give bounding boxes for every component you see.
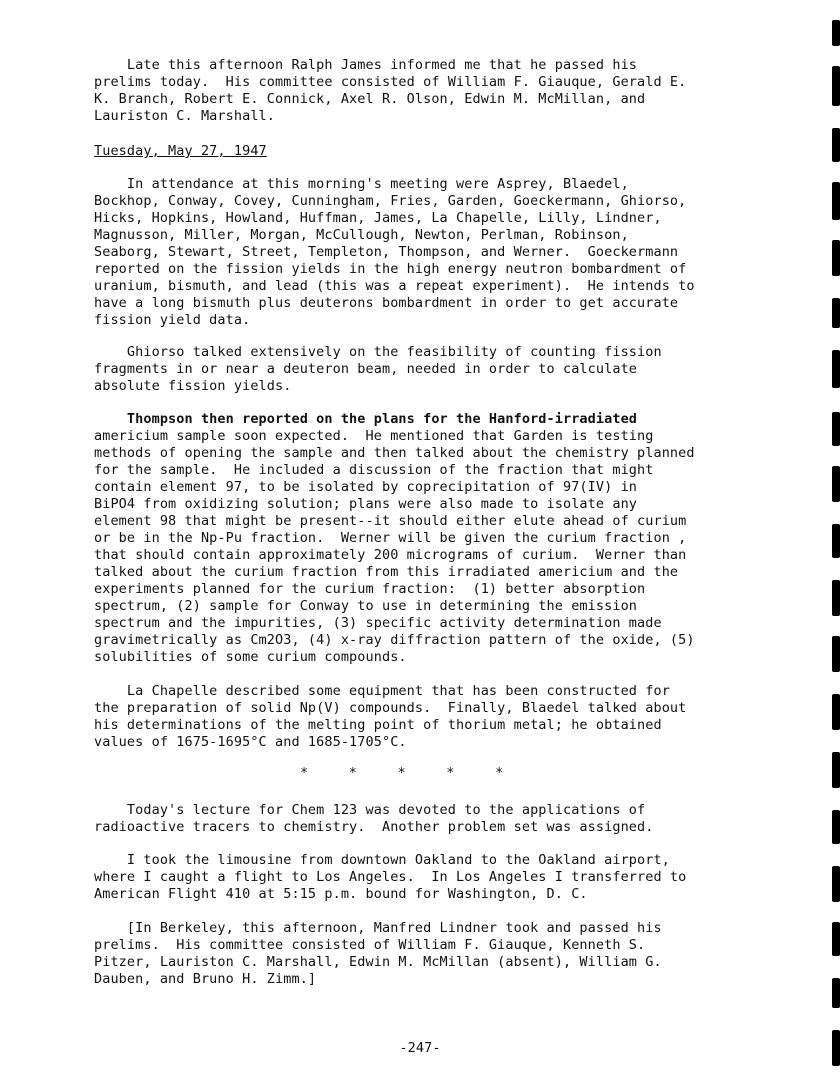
edge-mark	[832, 580, 840, 616]
paragraph-la-chapelle-equipment: La Chapelle described some equipment that has been constructed for the preparation of solid Np(V) compounds. Finally, Blaedel talked about his determinations of the melting point of thorium metal; he obtained values of 1675-1695°C and 1685-1705°C.	[94, 683, 687, 750]
edge-mark	[832, 298, 840, 328]
edge-mark	[832, 524, 840, 558]
paragraph-chem-123-lecture: Today's lecture for Chem 123 was devoted to the applications of radioactive tracers to chemistry. Another problem set was assigned.	[94, 802, 654, 835]
paragraph-thompson-heading-line: Thompson then reported on the plans for the Hanford-irradiated	[94, 411, 638, 427]
edge-mark	[832, 866, 840, 902]
edge-mark	[832, 1030, 840, 1066]
paragraph-meeting-attendance: In attendance at this morning's meeting were Asprey, Blaedel, Bockhop, Conway, Covey, Cunningham, Fries, Garden, Goeckermann, Ghiorso, Hicks, Hopkins, Howland, Huffman, James, La Chapelle, Lilly, Lindner, Magnusson, Miller, Morgan, McCullough, Newton, Perlman, Robinson, Seaborg, Stewart, Street, Templeton, Thompson, and Werner. Goeckermann reported on the fission yields in the high energy neutron bombardment of uranium, bismuth, and lead (this was a repeat experiment). He intends to have a long bismuth plus deuterons bombardment in order to get accurate fission yield data.	[94, 176, 695, 328]
edge-mark	[832, 412, 840, 446]
paragraph-ralph-james-prelims: Late this afternoon Ralph James informed me that he passed his prelims today. His committee consisted of William F. Giauque, Gerald E. K. Branch, Robert E. Connick, Axel R. Olson, Edwin M. McMillan, and Lauriston C. Marshall.	[94, 57, 687, 124]
edge-mark	[832, 128, 840, 162]
paragraph-lindner-prelims: [In Berkeley, this afternoon, Manfred Lindner took and passed his prelims. His committee consisted of William F. Giauque, Kenneth S. Pitzer, Lauriston C. Marshall, Edwin M. McMillan (absent), William G. Dauben, and Bruno H. Zimm.]	[94, 920, 662, 987]
edge-mark	[832, 922, 840, 956]
edge-mark	[832, 20, 840, 46]
paragraph-ghiorso-talk: Ghiorso talked extensively on the feasibility of counting fission fragments in or near a deuteron beam, needed in order to calculate absolute fission yields.	[94, 344, 662, 394]
page-number: -247-	[399, 1040, 441, 1056]
scan-edge-marks	[828, 0, 840, 1087]
edge-mark	[832, 466, 840, 502]
edge-mark	[832, 978, 840, 1008]
paragraph-flight-to-washington: I took the limousine from downtown Oakland to the Oakland airport, where I caught a flight to Los Angeles. In Los Angeles I transferred to American Flight 410 at 5:15 p.m. bound for Washington, D. C.	[94, 852, 687, 902]
edge-mark	[832, 694, 840, 730]
edge-mark	[832, 810, 840, 844]
edge-mark	[832, 240, 840, 276]
edge-mark	[832, 66, 840, 106]
paragraph-thompson-report: americium sample soon expected. He mentioned that Garden is testing methods of opening the sample and then talked about the chemistry planned for the sample. He included a discussion of the fraction that might contain element 97, to be isolated by coprecipitation of 97(IV) in BiPO4 from oxidizing solution; plans were also made to isolate any element 98 that might be present--it should either elute ahead of curium or be in the Np-Pu fraction. Werner will be given the curium fraction , that should contain approximately 200 micrograms of curium. Werner than talked about the curium fraction from this irradiated americium and the experiments planned for the curium fraction: (1) better absorption spectrum, (2) sample for Conway to use in determining the emission spectrum and the impurities, (3) specific activity determination made gravimetrically as Cm2O3, (4) x-ray diffraction pattern of the oxide, (5) solubilities of some curium compounds.	[94, 428, 695, 665]
edge-mark	[832, 636, 840, 672]
section-separator-stars: * * * * *	[300, 765, 504, 781]
date-heading: Tuesday, May 27, 1947	[94, 143, 267, 159]
edge-mark	[832, 350, 840, 388]
edge-mark	[832, 182, 840, 220]
edge-mark	[832, 752, 840, 788]
